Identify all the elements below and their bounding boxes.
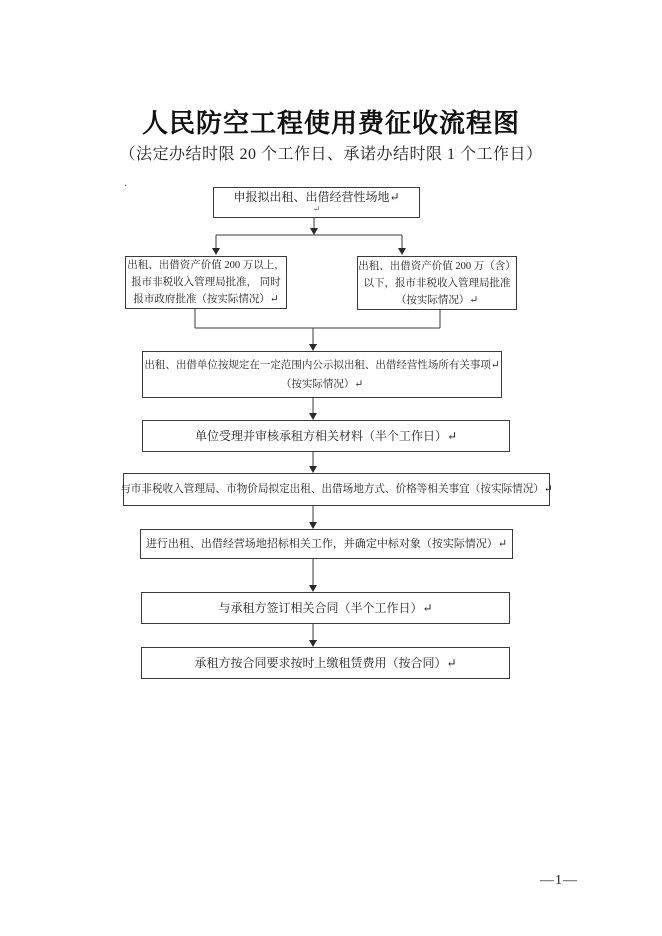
page-number: —1— xyxy=(540,873,578,888)
flow-step-text: （按实际情况）↵ xyxy=(395,294,479,306)
flow-step-text: 进行出租、出借经营场地招标相关工作，并确定中标对象（按实际情况）↵ xyxy=(145,538,508,550)
flow-step-text: 承租方按合同要求按时上缴租赁费用（按合同）↵ xyxy=(194,656,457,670)
page-subtitle: （法定办结时限 20 个工作日、承诺办结时限 1 个工作日） xyxy=(119,146,543,163)
flow-step-text: 报市非税收入管理局批准， 同时 xyxy=(131,277,281,288)
flow-step-text: 与承租方签订相关合同（半个工作日）↵ xyxy=(218,601,433,615)
flow-step-accept-review-materials xyxy=(142,420,510,452)
flow-step-text: 单位受理并审核承租方相关材料（半个工作日）↵ xyxy=(194,429,458,443)
flow-step-publicize-matters xyxy=(142,351,502,398)
flow-step-under-2m-approval xyxy=(357,256,517,310)
flow-step-text: 以下，报市非税收入管理局批准 xyxy=(363,277,511,289)
paragraph-mark: ↵ xyxy=(312,204,321,215)
flow-step-declare-premises xyxy=(213,187,420,218)
flow-step-text: 出租、出借单位按规定在一定范围内公示拟出租、出借经营性场所有关事项↵ xyxy=(144,359,500,371)
stray-dot: . xyxy=(124,175,127,189)
flow-step-text: 报市政府批准（按实际情况）↵ xyxy=(133,294,279,305)
flow-step-text: 出租、出借资产价值 200 万以上， xyxy=(127,260,285,271)
flow-step-pay-rental-fee xyxy=(141,647,510,679)
flow-step-sign-contract xyxy=(141,592,510,624)
flow-step-set-method-price xyxy=(120,473,553,506)
flow-step-bidding-select-winner xyxy=(140,529,513,559)
flow-step-text: 与市非税收入管理局、市物价局拟定出租、出借场地方式、价格等相关事宜（按实际情况）↵ xyxy=(120,483,553,495)
flow-step-over-2m-approval xyxy=(125,256,287,309)
flow-step-text: 申报拟出租、出借经营性场地↵ xyxy=(233,190,400,204)
flow-step-text: 出租、出借资产价值 200 万（含） xyxy=(358,260,516,272)
flow-step-text: （按实际情况）↵ xyxy=(280,378,364,390)
page-title: 人民防空工程使用费征收流程图 xyxy=(141,109,520,138)
